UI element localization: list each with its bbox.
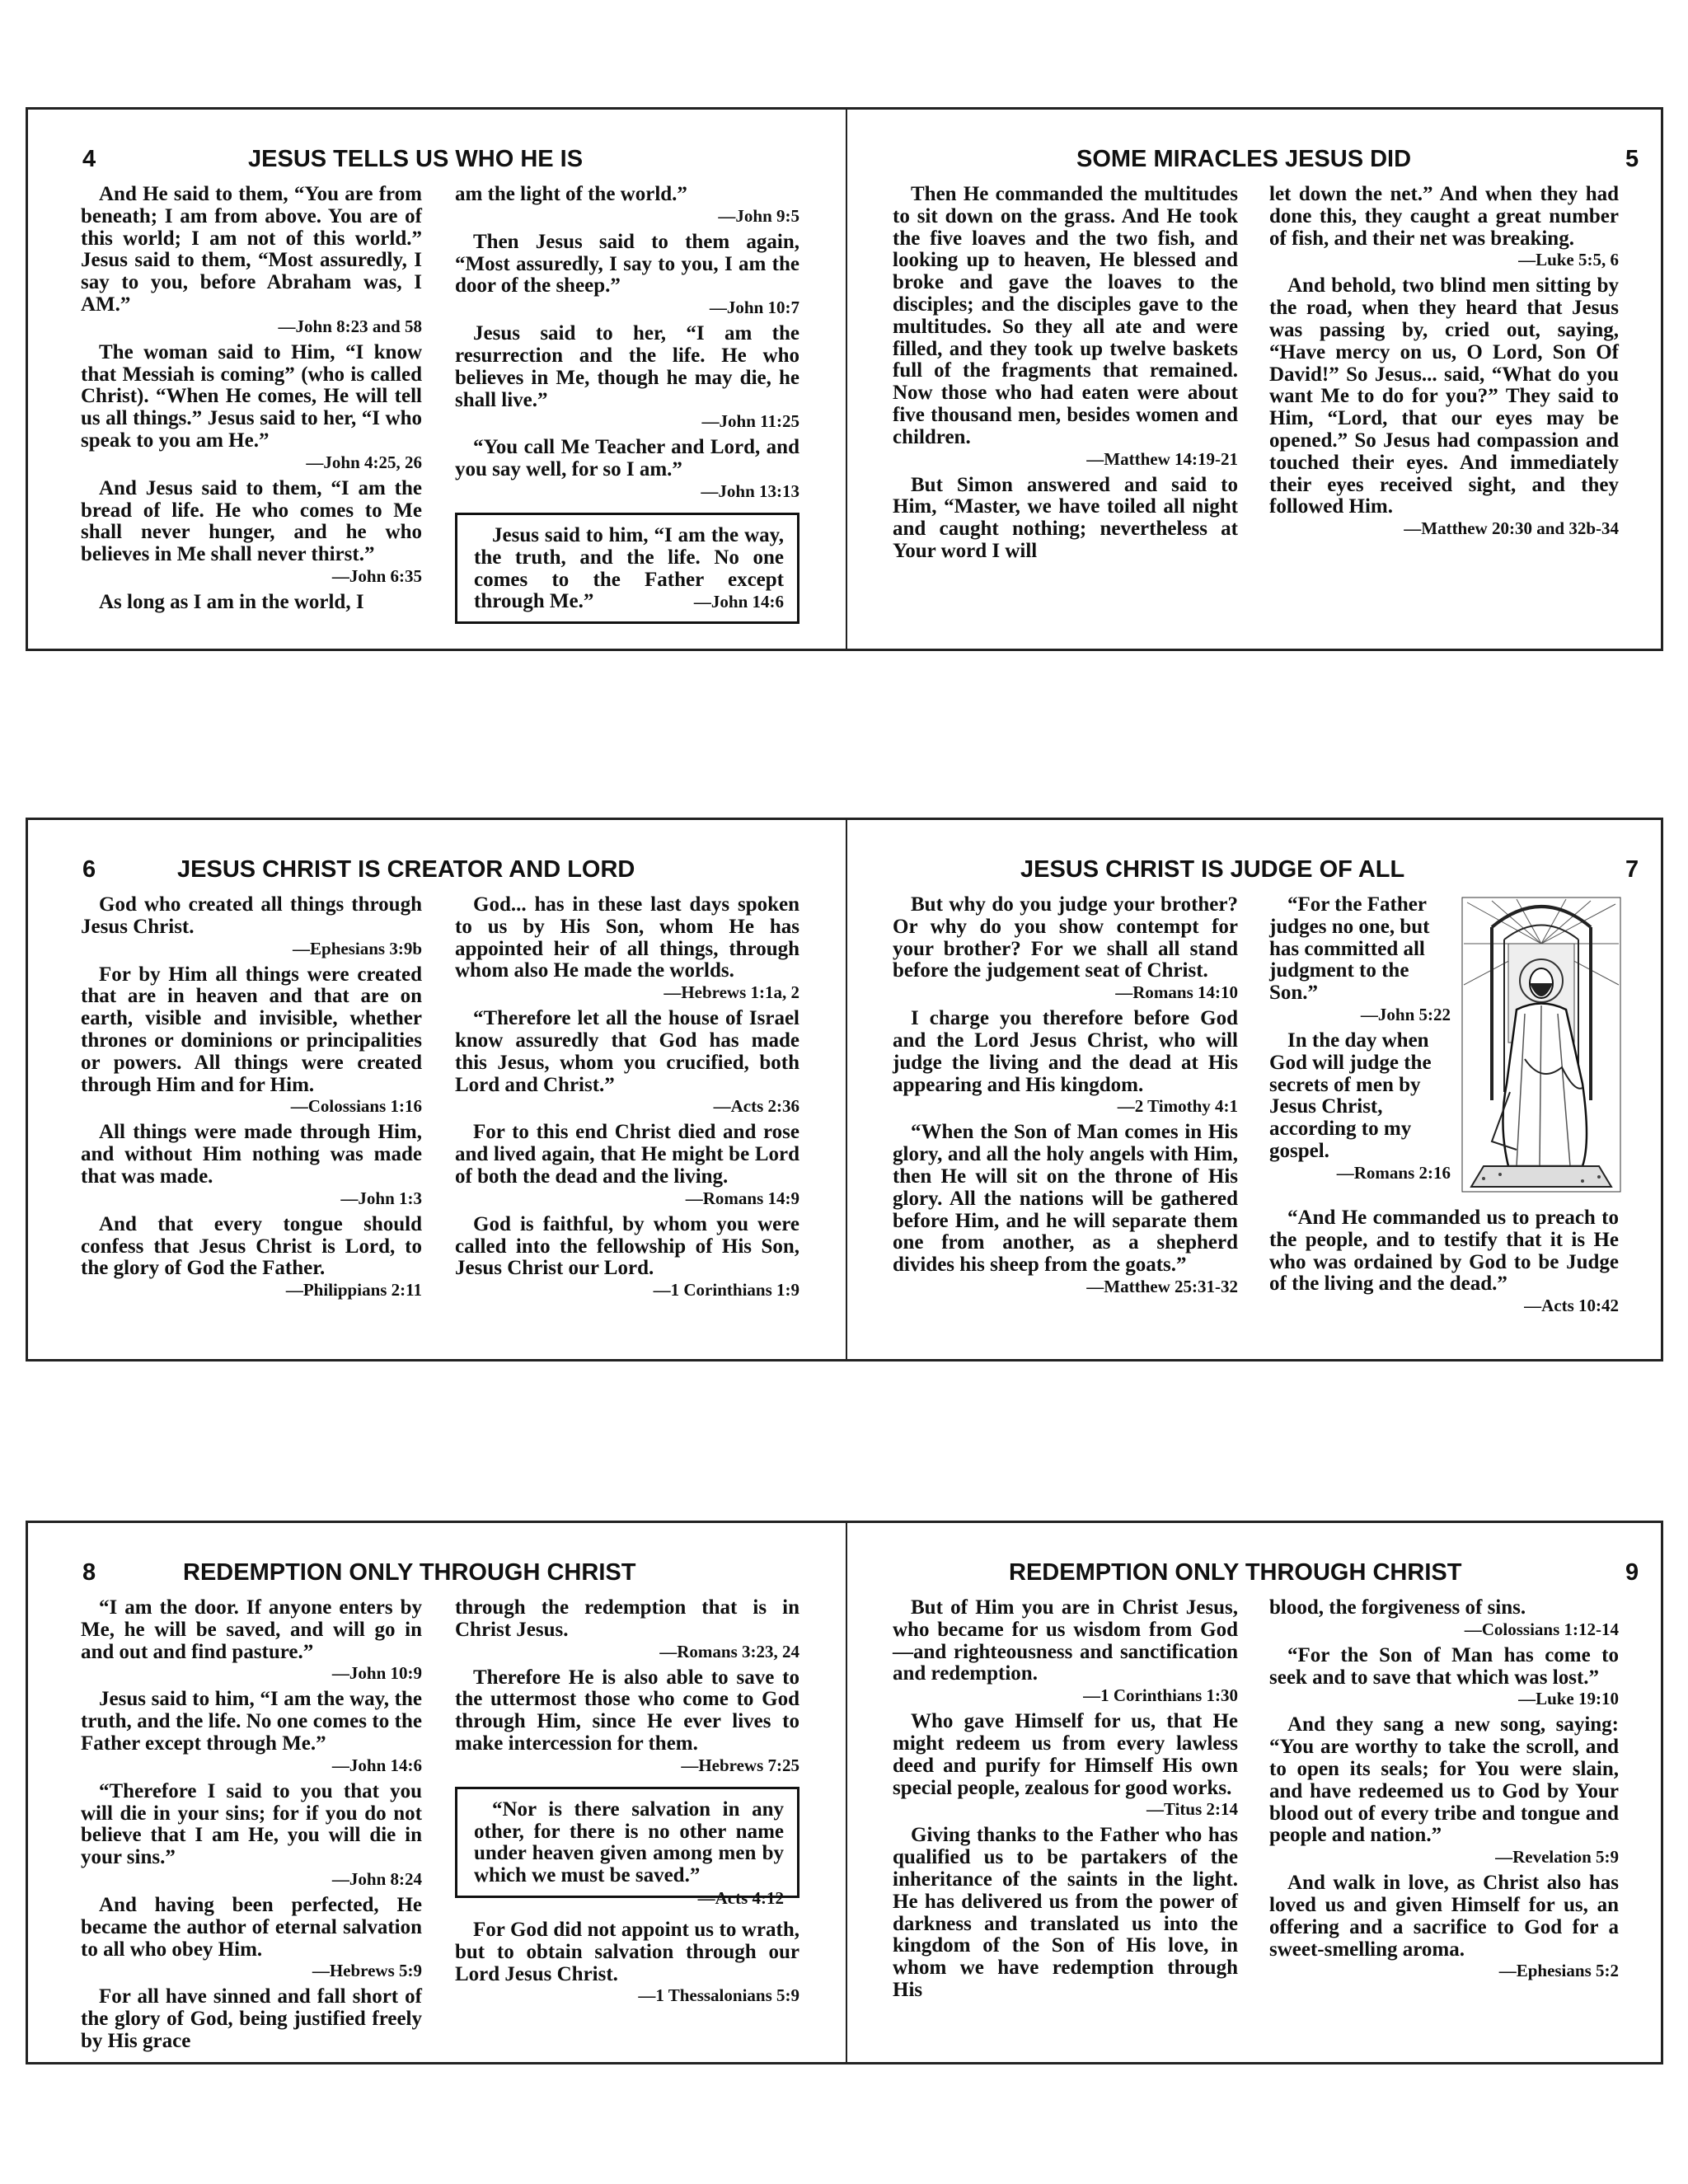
verse-paragraph: But of Him you are in Christ Jesus, who became for us wisdom from God—and righteousness and sanctification and redemption. —1 Corinthians 1:30 [893,1596,1238,1706]
scripture-ref: —John 13:13 [701,480,799,501]
page-number: 7 [1625,856,1639,883]
scripture-ref: —Hebrews 1:1a, 2 [663,982,799,1003]
verse-paragraph: Then Jesus said to them again, “Most assuredly, I say to you, I am the door of the sheep.” —John 10:7 [455,230,799,318]
scripture-ref: —John 4:25, 26 [306,452,422,472]
scripture-ref: —Ephesians 5:2 [1498,1961,1619,1981]
scripture-ref: —Acts 2:36 [713,1096,799,1117]
verse-paragraph: Who gave Himself for us, that He might redeem us from every lawless deed and purify for Himself His own special people, zealous for good works. —Titus 2:14 [893,1710,1238,1820]
scripture-ref: —John 11:25 [701,411,799,432]
page-title: SOME MIRACLES JESUS DID [1076,146,1412,172]
text-column-2 [1269,1597,1619,1986]
text-column-1 [893,894,1238,1302]
page-7 [847,820,1665,1359]
verse-paragraph: blood, the forgiveness of sins. —Colossians 1:12-14 [1269,1596,1619,1639]
page-number: 4 [82,146,96,172]
verse-paragraph: All things were made through Him, and without Him nothing was made that was made. —John 1:3 [81,1121,422,1208]
verse-paragraph: “I am the door. If anyone enters by Me, he will be saved, and will go in and out and find pasture.” —John 10:9 [81,1596,422,1684]
text-column-1 [81,894,422,1305]
verse-paragraph: “Therefore I said to you that you will die in your sins; for if you do not believe that I am He, you will die in your sins.” —John 8:24 [81,1779,422,1889]
verse-paragraph: “For the Son of Man has come to seek and to save that which was lost.” —Luke 19:10 [1269,1643,1619,1709]
verse-paragraph: For by Him all things were created that are in heaven and that are on earth, visible and invisible, whether thrones or dominions or principalities or powers. All things were created through Him and for Him. —Colossians 1:16 [81,963,422,1117]
verse-paragraph: God who created all things through Jesus Christ. —Ephesians 3:9b [81,893,422,958]
verse-paragraph: I charge you therefore before God and the Lord Jesus Christ, who will judge the living and the dead at His appearing and His kingdom. —2 Timothy 4:1 [893,1007,1238,1117]
scripture-ref: —Titus 2:14 [1146,1799,1238,1820]
verse-paragraph: am the light of the world.” —John 9:5 [455,183,799,226]
page-6 [28,820,846,1359]
text-column-1 [893,184,1238,569]
scripture-ref: —Matthew 20:30 and 32b-34 [1404,518,1619,539]
verse-paragraph: But why do you judge your brother? Or why do you show contempt for your brother? For we shall all stand before the judgement seat of Christ. —Romans 14:10 [893,893,1238,1003]
scripture-ref: —Romans 3:23, 24 [659,1641,799,1661]
scripture-ref: —Matthew 14:19-21 [1086,448,1238,469]
verse-paragraph: Therefore He is also able to save to the uttermost those who come to God through Him, since He ever lives to make intercession for them. —Hebrews 7:25 [455,1666,799,1775]
scripture-ref: —1 Thessalonians 5:9 [638,1985,799,2006]
verse-paragraph: And having been perfected, He became the author of eternal salvation to all who obey Him. —Hebrews 5:9 [81,1893,422,1981]
verse-paragraph: In the day when God will judge the secrets of men by Jesus Christ, according to my gospel. —Romans 2:16 [1269,1029,1451,1183]
verse-paragraph: God is faithful, by whom you were called into the fellowship of His Son, Jesus Christ our Lord. —1 Corinthians 1:9 [455,1212,799,1301]
verse-paragraph: And they sang a new song, saying: “You are worthy to take the scroll, and to open its seals; for You were slain, and have redeemed us to God by Your blood out of every tribe and tongue and people and nation.” —Revelation 5:9 [1269,1713,1619,1868]
scripture-ref: —John 14:6 [331,1755,422,1775]
scripture-ref: —John 1:3 [340,1188,422,1208]
scripture-ref: —Romans 2:16 [1336,1162,1451,1183]
scripture-ref: —Hebrews 5:9 [312,1961,422,1981]
verse-paragraph: “And He commanded us to preach to the people, and to testify that it is He who was ordained by God to be Judge of the living and the dead.” —Acts 10:42 [1269,1207,1619,1316]
christ-enthroned-illustration [1459,894,1624,1195]
page-8 [28,1523,846,2062]
page-5 [847,110,1665,649]
verse-paragraph: let down the net.” And when they had done this, they caught a great number of fish, and their net was breaking. —Luke 5:5, 6 [1269,183,1619,270]
scripture-ref: —John 14:6 [693,592,784,612]
scripture-ref: —John 8:23 and 58 [278,316,422,336]
highlight-box: Jesus said to him, “I am the way, the truth, and the life. No one comes to the Father except through Me.” —John 14:6 [455,513,799,624]
scripture-ref: —Acts 4:12 [697,1887,784,1908]
verse-paragraph: And Jesus said to them, “I am the bread of life. He who comes to Me shall never hunger, and he who believes in Me shall never thirst.” —John 6:35 [81,476,422,586]
page-title: JESUS TELLS US WHO HE IS [248,146,584,172]
page-title: JESUS CHRIST IS JUDGE OF ALL [1020,856,1405,883]
verse-paragraph: And behold, two blind men sitting by the road, when they heard that Jesus was passing by, cried out, saying, “Have mercy on us, O Lord, Son Of David!” So Jesus... said, “What do you want Me to do for you?” They said to Him, “Lord, that our eyes may be opened.” So Jesus had compassion and touched their eyes. And immediately their eyes received sight, and they followed Him. —Matthew 20:30 and 32b-34 [1269,274,1619,539]
scripture-ref: —John 10:9 [331,1663,422,1684]
text-column-2-wide [1269,1207,1619,1321]
scripture-ref: —Revelation 5:9 [1495,1847,1619,1868]
text-column-2 [455,1597,799,2011]
verse-paragraph: As long as I am in the world, I [99,590,364,613]
verse-paragraph: God... has in these last days spoken to us by His Son, whom He has appointed heir of all things, through whom also He made the worlds. —Hebrews 1:1a, 2 [455,893,799,1003]
text-column-1 [893,1597,1238,2008]
scripture-ref: —Philippians 2:11 [285,1280,422,1301]
scripture-ref: —Matthew 25:31-32 [1086,1276,1238,1296]
page-number: 9 [1625,1559,1639,1586]
verse-paragraph: “For the Father judges no one, but has committed all judgment to the Son.” —John 5:22 [1269,893,1451,1024]
verse-paragraph: The woman said to Him, “I know that Messiah is coming” (who is called Christ). “When He comes, He will tell us all things.” Jesus said to her, “I who speak to you am He.” —John 4:25, 26 [81,340,422,472]
text-column-1 [81,184,422,620]
scripture-ref: —Colossians 1:12-14 [1464,1619,1619,1639]
booklet-spread-8-9 [26,1521,1663,2064]
text-column-2-narrow [1269,894,1451,1188]
verse-paragraph: Jesus said to her, “I am the resurrection and the life. He who believes in Me, though he may die, he shall live.” —John 11:25 [455,322,799,432]
text-column-2 [455,184,799,624]
scripture-ref: —John 6:35 [331,565,422,586]
scripture-ref: —1 Corinthians 1:30 [1083,1685,1238,1706]
scripture-ref: —John 10:7 [709,298,799,318]
verse-paragraph: “When the Son of Man comes in His glory, and all the holy angels with Him, then He will sit on the throne of His glory. All the nations will be gathered before Him, and he will separate them one from another, as a shepherd divides his sheep from the goats.” —Matthew 25:31-32 [893,1121,1238,1296]
page-title: JESUS CHRIST IS CREATOR AND LORD [177,856,635,883]
page-number: 5 [1625,146,1639,172]
verse-paragraph: through the redemption that is in Christ Jesus. —Romans 3:23, 24 [455,1596,799,1661]
scripture-ref: —John 8:24 [331,1868,422,1889]
scripture-ref: —Romans 14:9 [685,1188,799,1208]
highlight-box: “Nor is there salvation in any other, for there is no other name under heaven given among men by which we must be saved.” —Acts 4:12 [455,1787,799,1898]
verse-paragraph: And He said to them, “You are from beneath; I am from above. You are of this world; I am not of this world.” Jesus said to them, “Most assuredly, I say to you, before Abraham was, I AM.” —John 8:23 and 58 [81,183,422,336]
scripture-ref: —John 5:22 [1360,1004,1451,1024]
scripture-ref: —Ephesians 3:9b [293,938,422,958]
page-title: REDEMPTION ONLY THROUGH CHRIST [183,1559,636,1586]
scripture-ref: —Colossians 1:16 [290,1096,422,1117]
scripture-ref: —Acts 10:42 [1524,1296,1619,1316]
scripture-ref: —John 9:5 [718,205,799,226]
scripture-ref: —Romans 14:10 [1115,982,1238,1003]
verse-paragraph: “Therefore let all the house of Israel know assuredly that God has made this Jesus, whom you crucified, both Lord and Christ.” —Acts 2:36 [455,1007,799,1117]
verse-paragraph: And walk in love, as Christ also has loved us and given Himself for us, an offering and a sacrifice to God for a sweet-smelling aroma. —Ephesians 5:2 [1269,1872,1619,1981]
page-9 [847,1523,1665,2062]
page-number: 8 [82,1559,96,1586]
booklet-spread-6-7 [26,818,1663,1361]
verse-paragraph: Jesus said to him, “I am the way, the truth, and the life. No one comes to the Father except through Me.” —John 14:6 [81,1688,422,1775]
verse-paragraph: Then He commanded the multitudes to sit down on the grass. And He took the five loaves and the two fish, and looking up to heaven, He blessed and broke and gave the loaves to the disciples; and the disciples gave to the multitudes. So they all ate and were filled, and they took up twelve baskets full of the fragments that remained. Now those who had eaten were about five thousand men, besides women and children. —Matthew 14:19-21 [893,183,1238,469]
page-4 [28,110,846,649]
verse-paragraph: And that every tongue should confess that Jesus Christ is Lord, to the glory of God the Father. —Philippians 2:11 [81,1212,422,1301]
text-column-2 [1269,184,1619,544]
verse-paragraph: For all have sinned and fall short of the glory of God, being justified freely by His grace [81,1985,422,2052]
page-title: REDEMPTION ONLY THROUGH CHRIST [1009,1559,1462,1586]
scripture-ref: —2 Timothy 4:1 [1117,1096,1238,1117]
scripture-ref: —Luke 5:5, 6 [1518,250,1619,270]
text-column-1 [81,1597,422,2059]
verse-paragraph: For God did not appoint us to wrath, but to obtain salvation through our Lord Jesus Christ. —1 Thessalonians 5:9 [455,1918,799,2006]
scripture-ref: —1 Corinthians 1:9 [653,1280,799,1301]
page-number: 6 [82,856,96,883]
scripture-ref: —Hebrews 7:25 [681,1755,799,1775]
text-column-2 [455,894,799,1305]
scripture-ref: —Luke 19:10 [1518,1689,1619,1709]
verse-paragraph: Giving thanks to the Father who has qualified us to be partakers of the inheritance of the saints in the light. He has delivered us from the power of darkness and translated us into the kingdom of the Son of His love, in whom we have redemption through His [893,1824,1238,2001]
verse-paragraph: But Simon answered and said to Him, “Master, we have toiled all night and caught nothing; nevertheless at Your word I will [893,473,1238,562]
booklet-spread-4-5 [26,107,1663,651]
verse-paragraph: For to this end Christ died and rose and lived again, that He might be Lord of both the dead and the living. —Romans 14:9 [455,1121,799,1208]
verse-paragraph: “You call Me Teacher and Lord, and you say well, for so I am.” —John 13:13 [455,436,799,501]
